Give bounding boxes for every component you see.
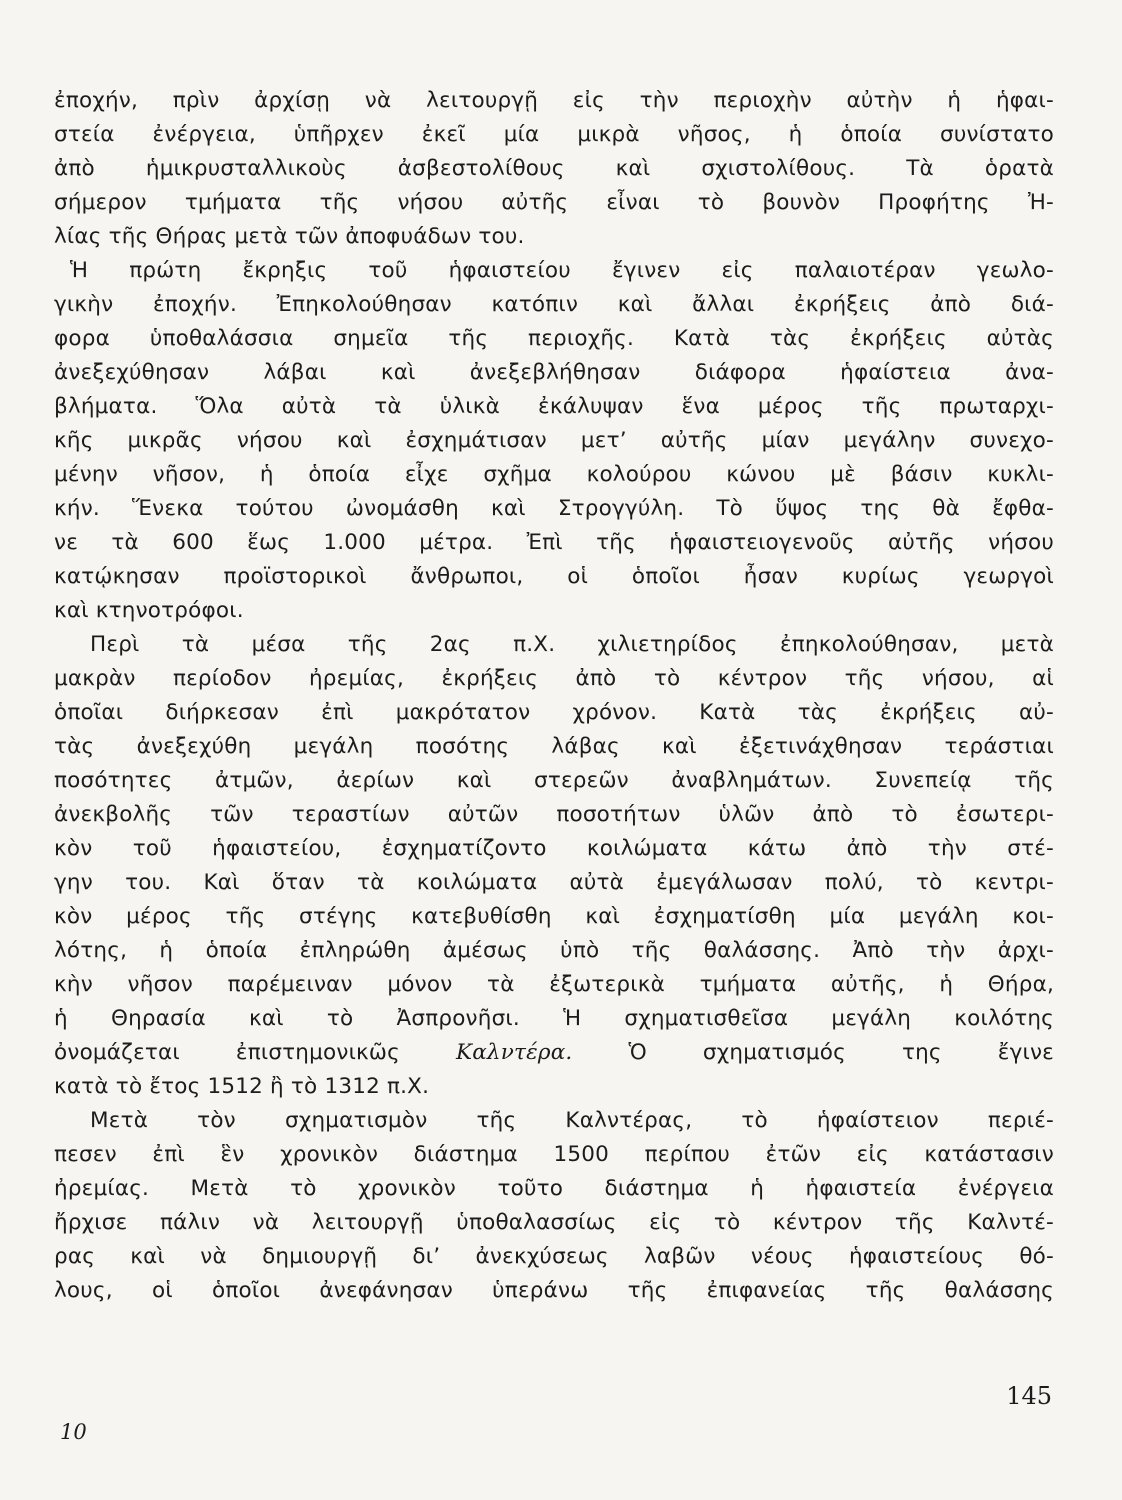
text-line: γην του. Καὶ ὅταν τὰ κοιλώματα αὐτὰ ἐμεγάλωσαν πολύ, τὸ κεντρι- [54, 870, 1054, 895]
text-line: ἀνεκβολῆς τῶν τεραστίων αὐτῶν ποσοτήτων ὑλῶν ἀπὸ τὸ ἐσωτερι- [54, 802, 1054, 827]
text-line: ἤρχισε πάλιν νὰ λειτουργῇ ὑποθαλασσίως εἰς τὸ κέντρον τῆς Καλντέ- [54, 1210, 1054, 1235]
text-line: τὰς ἀνεξεχύθη μεγάλη ποσότης λάβας καὶ ἐξετινάχθησαν τεράστιαι [54, 734, 1054, 759]
text-line: ἀνεξεχύθησαν λάβαι καὶ ἀνεξεβλήθησαν διάφορα ἡφαίστεια ἀνα- [54, 360, 1054, 385]
body-text [54, 84, 1054, 1308]
text-line: ὁποῖαι διήρκεσαν ἐπὶ μακρότατον χρόνον. Κατὰ τὰς ἐκρήξεις αὐ- [54, 700, 1054, 725]
text-line: γικὴν ἐποχήν. Ἐπηκολούθησαν κατόπιν καὶ ἄλλαι ἐκρήξεις ἀπὸ διά- [54, 292, 1054, 317]
text-line: κὸν μέρος τῆς στέγης κατεβυθίσθη καὶ ἐσχηματίσθη μία μεγάλη κοι- [54, 904, 1054, 929]
text-line: ἠρεμίας. Μετὰ τὸ χρονικὸν τοῦτο διάστημα ἡ ἡφαιστεία ἐνέργεια [54, 1176, 1054, 1201]
text-line: κὴν νῆσον παρέμειναν μόνον τὰ ἐξωτερικὰ τμήματα αὐτῆς, ἡ Θήρα, [54, 972, 1054, 997]
text-line: Μετὰ τὸν σχηματισμὸν τῆς Καλντέρας, τὸ ἡφαίστειον περιέ- [90, 1108, 1054, 1133]
text-line: πεσεν ἐπὶ ἓν χρονικὸν διάστημα 1500 περίπου ἐτῶν εἰς κατάστασιν [54, 1142, 1054, 1167]
signature-mark: 10 [60, 1420, 87, 1444]
text-line: μακρὰν περίοδον ἠρεμίας, ἐκρήξεις ἀπὸ τὸ κέντρον τῆς νήσου, αἱ [54, 666, 1054, 691]
text-line: νε τὰ 600 ἕως 1.000 μέτρα. Ἐπὶ τῆς ἡφαιστειογενοῦς αὐτῆς νήσου [54, 530, 1054, 555]
text-line: μένην νῆσον, ἡ ὁποία εἶχε σχῆμα κολούρου κώνου μὲ βάσιν κυκλι- [54, 462, 1054, 487]
text-line: σήμερον τμήματα τῆς νήσου αὐτῆς εἶναι τὸ βουνὸν Προφήτης Ἠ- [54, 190, 1054, 215]
text-line: λίας τῆς Θήρας μετὰ τῶν ἀποφυάδων του. [54, 224, 525, 249]
text-line: βλήματα. Ὅλα αὐτὰ τὰ ὑλικὰ ἐκάλυψαν ἕνα μέρος τῆς πρωταρχι- [54, 394, 1054, 419]
text-line: κὸν τοῦ ἡφαιστείου, ἐσχηματίζοντο κοιλώματα κάτω ἀπὸ τὴν στέ- [54, 836, 1054, 861]
text-line: ἀπὸ ἡμικρυσταλλικοὺς ἀσβεστολίθους καὶ σχιστολίθους. Τὰ ὁρατὰ [54, 156, 1054, 181]
text-line: φορα ὑποθαλάσσια σημεῖα τῆς περιοχῆς. Κατὰ τὰς ἐκρήξεις αὐτὰς [54, 326, 1054, 351]
text-line-with-italic [54, 1036, 1054, 1070]
text-line: κατὰ τὸ ἔτος 1512 ἢ τὸ 1312 π.Χ. [54, 1074, 430, 1099]
text-line: ρας καὶ νὰ δημιουργῇ δι’ ἀνεκχύσεως λαβῶν νέους ἡφαιστείους θό- [54, 1244, 1054, 1269]
text-line: ἐποχήν, πρὶν ἀρχίσῃ νὰ λειτουργῇ εἰς τὴν περιοχὴν αὐτὴν ἡ ἡφαι- [54, 88, 1054, 113]
page-number: 145 [1006, 1382, 1052, 1410]
text-line: κατῴκησαν προϊστορικοὶ ἄνθρωποι, οἱ ὁποῖοι ἦσαν κυρίως γεωργοὶ [54, 564, 1054, 589]
text-line: κῆς μικρᾶς νήσου καὶ ἐσχημάτισαν μετ’ αὐτῆς μίαν μεγάλην συνεχο- [54, 428, 1054, 453]
italic-term: Καλντέρα. [455, 1040, 573, 1065]
text-line: λους, οἱ ὁποῖοι ἀνεφάνησαν ὑπεράνω τῆς ἐπιφανείας τῆς θαλάσσης [54, 1278, 1054, 1303]
text-line: καὶ κτηνοτρόφοι. [54, 598, 244, 623]
text-segment: ὀνομάζεται ἐπιστημονικῶς [54, 1040, 456, 1065]
text-line: ἡ Θηρασία καὶ τὸ Ἀσπρονῆσι. Ἡ σχηματισθεῖσα μεγάλη κοιλότης [54, 1006, 1054, 1031]
text-line: λότης, ἡ ὁποία ἐπληρώθη ἀμέσως ὑπὸ τῆς θαλάσσης. Ἀπὸ τὴν ἀρχι- [54, 938, 1054, 963]
text-line: ποσότητες ἀτμῶν, ἀερίων καὶ στερεῶν ἀναβλημάτων. Συνεπείᾳ τῆς [54, 768, 1054, 793]
text-segment: Ὁ σχηματισμός της ἔγινε [572, 1040, 1054, 1065]
text-line: Περὶ τὰ μέσα τῆς 2ας π.Χ. χιλιετηρίδος ἐπηκολούθησαν, μετὰ [90, 632, 1054, 657]
text-line: στεία ἐνέργεια, ὑπῆρχεν ἐκεῖ μία μικρὰ νῆσος, ἡ ὁποία συνίστατο [54, 122, 1054, 147]
text-line: κήν. Ἕνεκα τούτου ὠνομάσθη καὶ Στρογγύλη. Τὸ ὕψος της θὰ ἔφθα- [54, 496, 1054, 521]
text-line: Ἡ πρώτη ἔκρηξις τοῦ ἡφαιστείου ἔγινεν εἰς παλαιοτέραν γεωλο- [70, 258, 1054, 283]
